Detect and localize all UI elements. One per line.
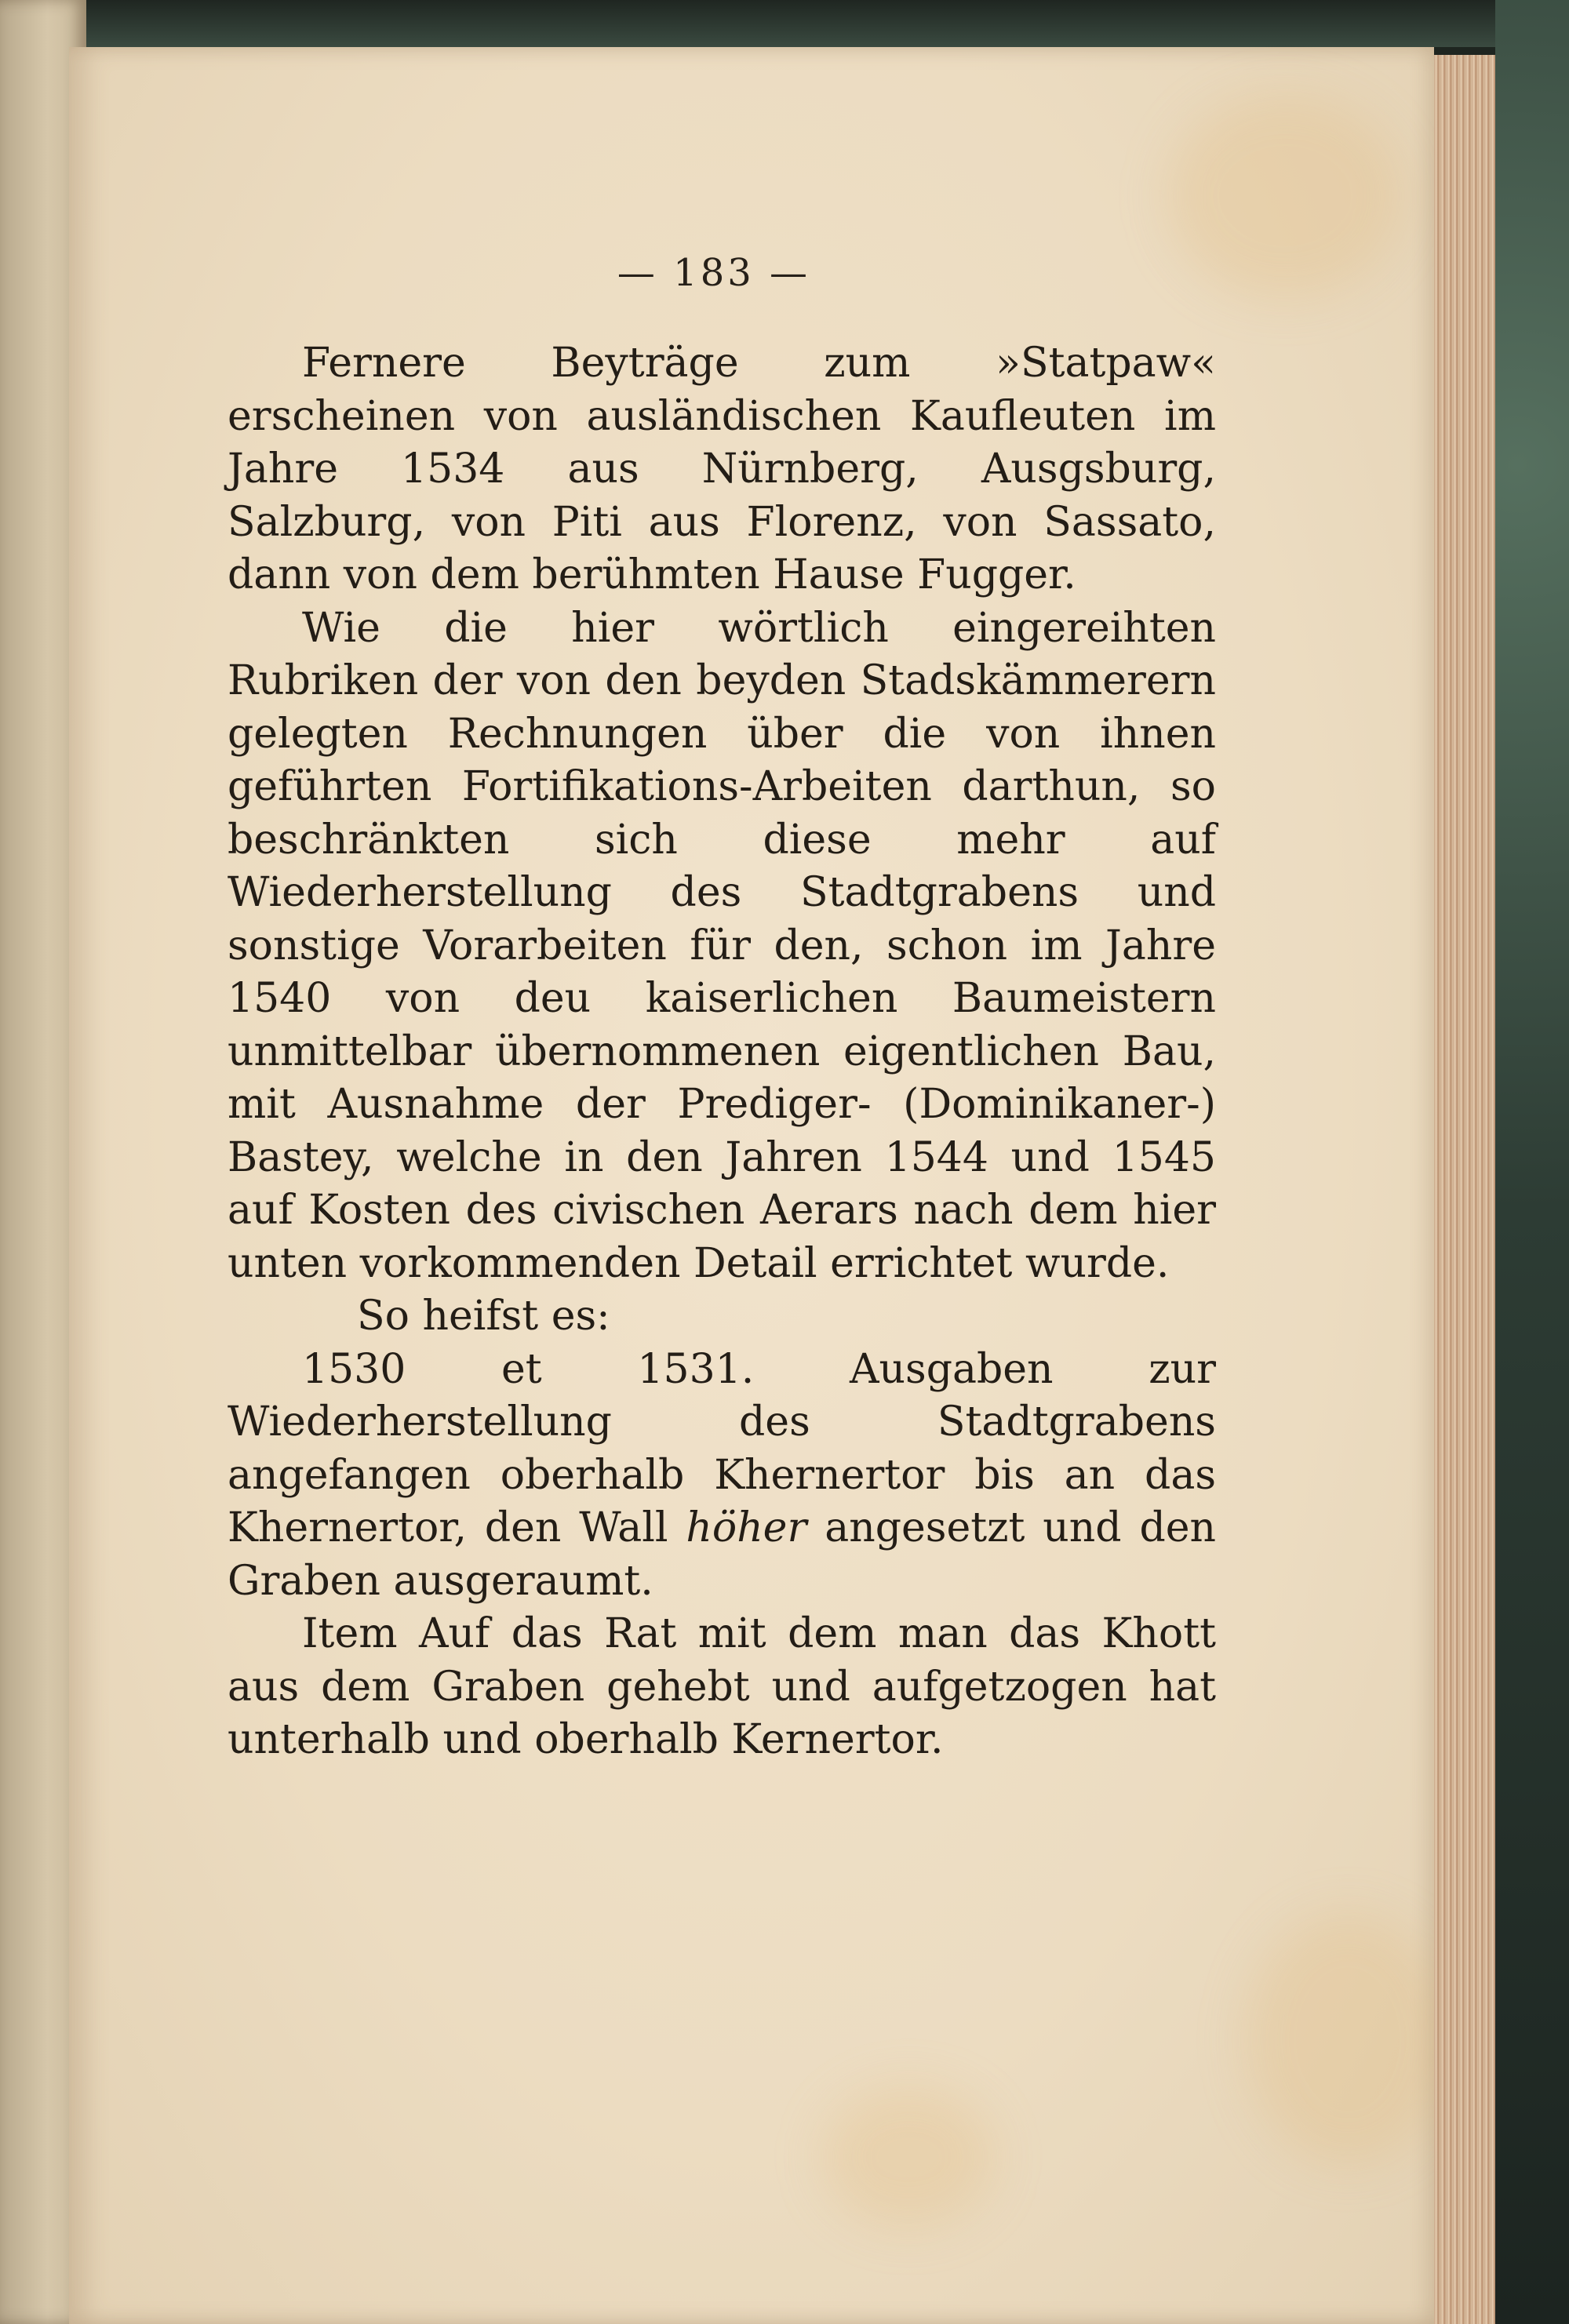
marbled-cover xyxy=(1495,0,1569,2324)
paper-stain xyxy=(1167,94,1403,298)
page-number-header: — 183 — xyxy=(617,251,811,295)
emphasized-word: höher xyxy=(686,1504,807,1551)
paragraph-text: angesetzt und den Graben ausgeraumt. xyxy=(228,1504,1216,1605)
paragraph: Wie die hier wörtlich eingereihten Rubriken der von den beyden Stadskämmerern gelegten Rechnungen über die von ihnen geführten Fortifikations-Arbeiten darthun, so beschränkten sich diese mehr auf Wiederherstellung des Stadtgrabens und sonstige Vorarbeiten für den, schon im Jahre 1540 von deu kaiserlichen Baumeistern unmittelbar übernommenen eigentlichen Bau, mit Ausnahme der Prediger- (Dominikaner-) Bastey, welche in den Jahren 1544 und 1545 auf Kosten des civischen Aerars nach dem hier unten vorkommenden Detail errichtet wurde. xyxy=(228,604,1216,1287)
paragraph xyxy=(228,1344,1216,1609)
page-block-edges xyxy=(1434,55,1495,2324)
body-text xyxy=(228,337,1216,1767)
paragraph: Item Auf das Rat mit dem man das Khott aus dem Graben gehebt und aufgetzogen hat unterhalb und oberhalb Kernertor. xyxy=(228,1610,1216,1763)
paragraph-text: 1530 et 1531. Ausgaben zur Wiederherstellung des Stadtgrabens angefangen oberhalb Khernertor bis an das Khernertor, den Wall xyxy=(228,1345,1216,1551)
paragraph: Fernere Beyträge zum »Statpaw« erscheinen von ausländischen Kaufleuten im Jahre 1534 aus Nürnberg, Ausgsburg, Salzburg, von Piti aus Florenz, von Sassato, dann von dem berühmten Hause Fugger. xyxy=(228,340,1216,598)
paper-stain xyxy=(1246,1914,1450,2165)
paper-stain xyxy=(822,2086,995,2228)
book-cover-top xyxy=(0,0,1569,47)
paragraph: So heifst es: xyxy=(357,1293,610,1340)
